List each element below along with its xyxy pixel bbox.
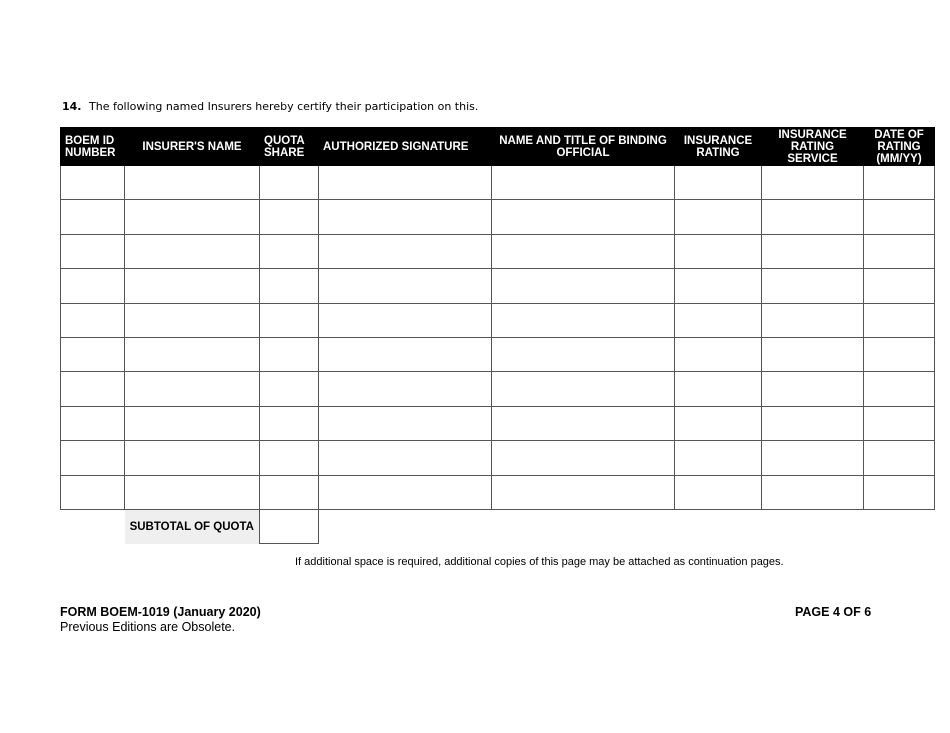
rating-service-cell[interactable] — [762, 441, 864, 475]
official-name-title-cell[interactable] — [492, 166, 675, 200]
quota-share-cell[interactable] — [260, 475, 319, 509]
boem-id-cell[interactable] — [61, 166, 125, 200]
form-identifier: FORM BOEM-1019 (January 2020) — [60, 605, 261, 619]
section-intro-text: The following named Insurers hereby certify their participation on this. — [89, 100, 479, 113]
section-number: 14. — [62, 100, 82, 113]
official-name-title-cell[interactable] — [492, 406, 675, 440]
signature-cell[interactable] — [319, 475, 492, 509]
insurance-rating-cell[interactable] — [675, 406, 762, 440]
rating-service-cell[interactable] — [762, 337, 864, 371]
boem-id-cell[interactable] — [61, 234, 125, 268]
insurance-rating-cell[interactable] — [675, 200, 762, 234]
header-date-of-rating: DATE OF RATING (MM/YY) — [864, 128, 935, 166]
rating-service-cell[interactable] — [762, 406, 864, 440]
boem-id-cell[interactable] — [61, 269, 125, 303]
table-row — [61, 337, 935, 371]
header-quota-share: QUOTA SHARE — [260, 128, 319, 166]
quota-share-cell[interactable] — [260, 269, 319, 303]
official-name-title-cell[interactable] — [492, 234, 675, 268]
signature-cell[interactable] — [319, 406, 492, 440]
header-name-title-official: NAME AND TITLE OF BINDING OFFICIAL — [492, 128, 675, 166]
rating-date-cell[interactable] — [864, 200, 935, 234]
page-number: PAGE 4 OF 6 — [795, 605, 872, 619]
header-insurer-name: INSURER'S NAME — [125, 128, 260, 166]
official-name-title-cell[interactable] — [492, 372, 675, 406]
quota-share-cell[interactable] — [260, 234, 319, 268]
subtotal-label: SUBTOTAL OF QUOTA — [125, 509, 260, 543]
insurer-name-cell[interactable] — [125, 337, 260, 371]
insurers-table — [60, 127, 935, 544]
table-row — [61, 234, 935, 268]
table-row — [61, 406, 935, 440]
section-14-intro — [62, 100, 478, 113]
quota-share-cell[interactable] — [260, 200, 319, 234]
rating-service-cell[interactable] — [762, 303, 864, 337]
table-body — [61, 166, 935, 510]
signature-cell[interactable] — [319, 200, 492, 234]
quota-share-cell[interactable] — [260, 337, 319, 371]
insurer-name-cell[interactable] — [125, 475, 260, 509]
rating-date-cell[interactable] — [864, 406, 935, 440]
signature-cell[interactable] — [319, 269, 492, 303]
header-authorized-signature: AUTHORIZED SIGNATURE — [319, 128, 492, 166]
rating-service-cell[interactable] — [762, 269, 864, 303]
boem-id-cell[interactable] — [61, 303, 125, 337]
boem-id-cell[interactable] — [61, 441, 125, 475]
rating-date-cell[interactable] — [864, 166, 935, 200]
official-name-title-cell[interactable] — [492, 337, 675, 371]
official-name-title-cell[interactable] — [492, 303, 675, 337]
header-rating-service: INSURANCE RATING SERVICE — [762, 128, 864, 166]
signature-cell[interactable] — [319, 441, 492, 475]
quota-share-cell[interactable] — [260, 303, 319, 337]
quota-share-cell[interactable] — [260, 166, 319, 200]
rating-date-cell[interactable] — [864, 441, 935, 475]
rating-service-cell[interactable] — [762, 234, 864, 268]
subtotal-row — [61, 509, 935, 543]
boem-id-cell[interactable] — [61, 372, 125, 406]
insurance-rating-cell[interactable] — [675, 234, 762, 268]
boem-id-cell[interactable] — [61, 200, 125, 234]
signature-cell[interactable] — [319, 234, 492, 268]
insurer-name-cell[interactable] — [125, 303, 260, 337]
subtotal-quota-field[interactable] — [260, 509, 319, 543]
boem-id-cell[interactable] — [61, 406, 125, 440]
quota-share-cell[interactable] — [260, 441, 319, 475]
table-row — [61, 269, 935, 303]
insurance-rating-cell[interactable] — [675, 269, 762, 303]
insurance-rating-cell[interactable] — [675, 337, 762, 371]
rating-date-cell[interactable] — [864, 475, 935, 509]
quota-share-cell[interactable] — [260, 406, 319, 440]
official-name-title-cell[interactable] — [492, 269, 675, 303]
boem-id-cell[interactable] — [61, 337, 125, 371]
rating-service-cell[interactable] — [762, 200, 864, 234]
rating-service-cell[interactable] — [762, 475, 864, 509]
signature-cell[interactable] — [319, 166, 492, 200]
continuation-note: If additional space is required, additional copies of this page may be attached as continuation pages. — [295, 556, 784, 568]
signature-cell[interactable] — [319, 337, 492, 371]
subtotal-spacer — [61, 509, 125, 543]
official-name-title-cell[interactable] — [492, 475, 675, 509]
official-name-title-cell[interactable] — [492, 200, 675, 234]
insurance-rating-cell[interactable] — [675, 166, 762, 200]
rating-date-cell[interactable] — [864, 303, 935, 337]
insurer-name-cell[interactable] — [125, 200, 260, 234]
rating-date-cell[interactable] — [864, 372, 935, 406]
header-boem-id: BOEM ID NUMBER — [61, 128, 125, 166]
insurer-name-cell[interactable] — [125, 406, 260, 440]
table-row — [61, 303, 935, 337]
insurance-rating-cell[interactable] — [675, 475, 762, 509]
rating-date-cell[interactable] — [864, 234, 935, 268]
insurer-name-cell[interactable] — [125, 269, 260, 303]
rating-date-cell[interactable] — [864, 337, 935, 371]
boem-id-cell[interactable] — [61, 475, 125, 509]
obsolete-notice: Previous Editions are Obsolete. — [60, 620, 236, 634]
signature-cell[interactable] — [319, 372, 492, 406]
header-insurance-rating: INSURANCE RATING — [675, 128, 762, 166]
table-row — [61, 372, 935, 406]
insurer-name-cell[interactable] — [125, 441, 260, 475]
insurer-name-cell[interactable] — [125, 166, 260, 200]
table-row — [61, 200, 935, 234]
insurer-name-cell[interactable] — [125, 372, 260, 406]
insurance-rating-cell[interactable] — [675, 303, 762, 337]
rating-date-cell[interactable] — [864, 269, 935, 303]
rating-service-cell[interactable] — [762, 372, 864, 406]
quota-share-cell[interactable] — [260, 372, 319, 406]
table-row — [61, 441, 935, 475]
signature-cell[interactable] — [319, 303, 492, 337]
official-name-title-cell[interactable] — [492, 441, 675, 475]
insurance-rating-cell[interactable] — [675, 372, 762, 406]
table-row — [61, 475, 935, 509]
table-header-row — [61, 128, 935, 166]
insurer-name-cell[interactable] — [125, 234, 260, 268]
rating-service-cell[interactable] — [762, 166, 864, 200]
insurance-rating-cell[interactable] — [675, 441, 762, 475]
table-row — [61, 166, 935, 200]
subtotal-trailing-spacer — [319, 509, 935, 543]
